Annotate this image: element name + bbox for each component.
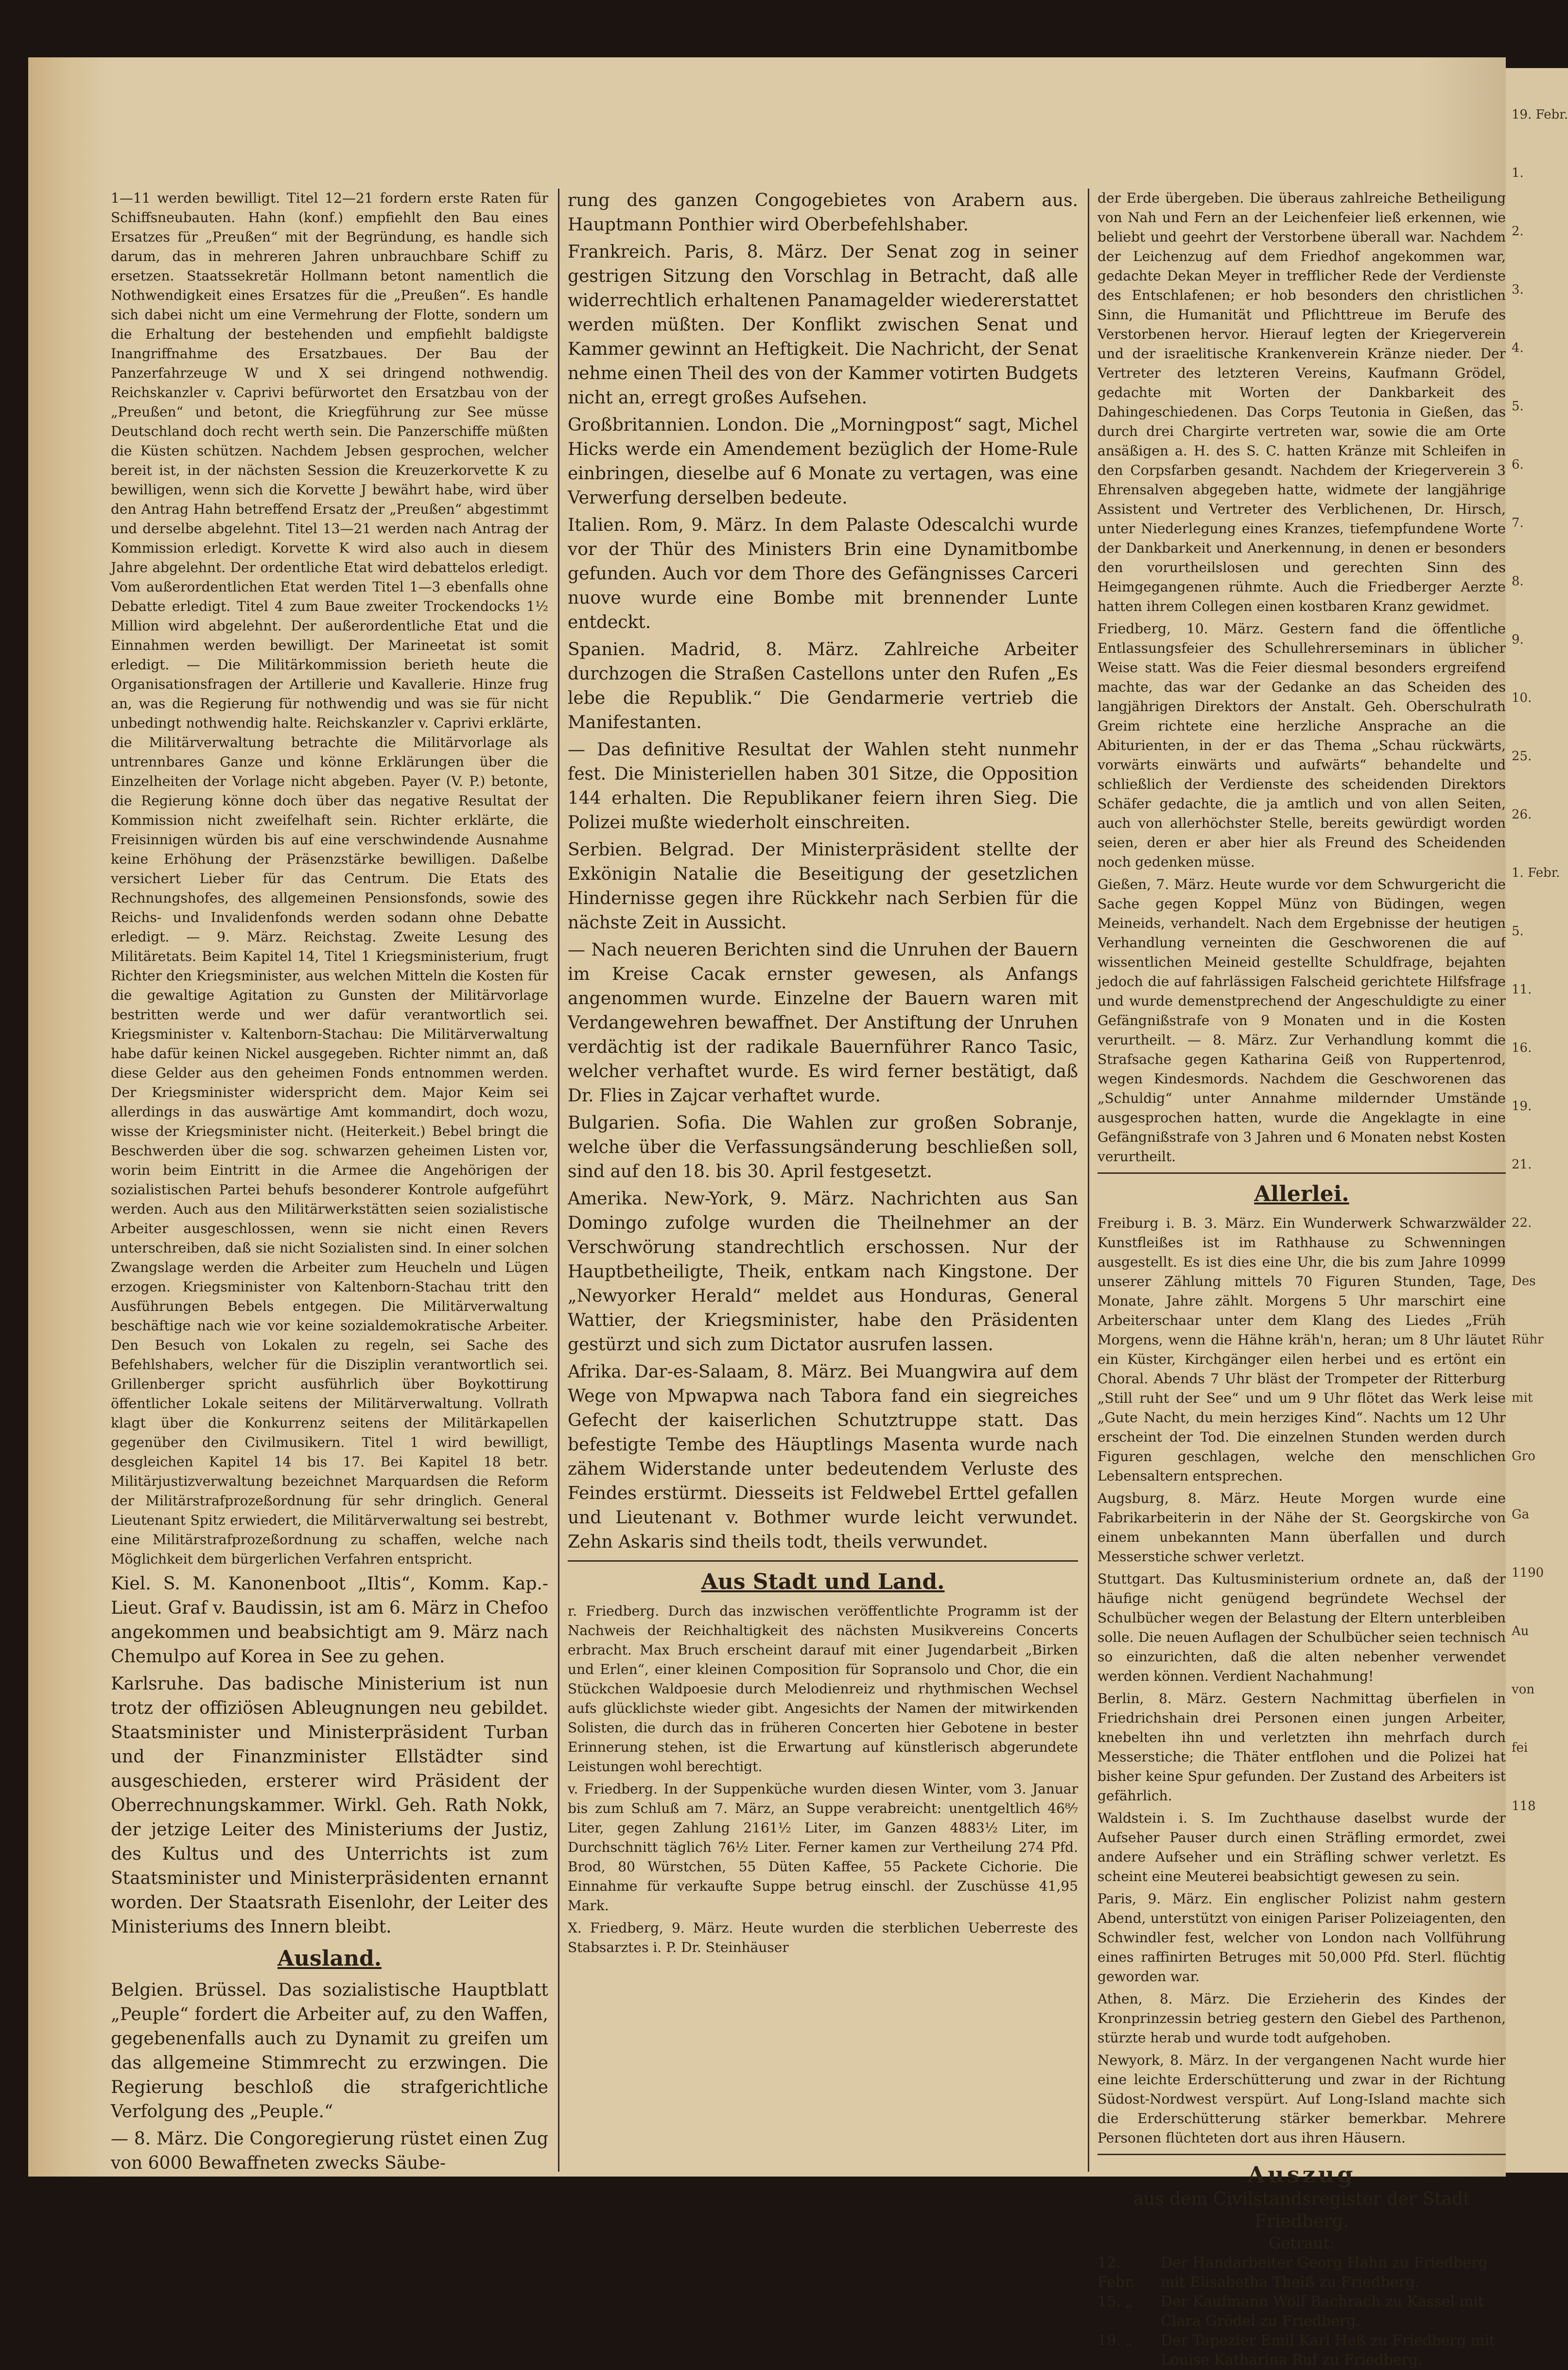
register-entry	[1098, 2253, 1506, 2292]
adjacent-page-line: Rühr	[1512, 1332, 1544, 1347]
adjacent-page-line: Gro	[1512, 1449, 1535, 1464]
article-paragraph: Karlsruhe. Das badische Ministerium ist nun trotz der offiziösen Ableugnungen neu gebildet. Staatsminister und Ministerpräsident Turban und der Finanzminister Ellstädter sind ausgeschieden, ersterer wird Präsident der Oberrechnungskammer. Wirkl. Geh. Rath Nokk, der jetzige Leiter des Ministeriums der Justiz, des Kultus und des Unterrichts ist zum Staatsminister und Ministerpräsidenten ernannt worden. Der Staatsrath Eisenlohr, der Leiter des Ministeriums des Innern bleibt.	[111, 1674, 548, 1937]
register-entry-date: 15. „	[1098, 2293, 1133, 2310]
ausland-news	[111, 1978, 548, 2176]
adjacent-page-line: 16.	[1512, 1041, 1532, 1055]
article-paragraph: Belgien. Brüssel. Das sozialistische Hauptblatt „Peuple“ fordert die Arbeiter auf, zu den Waffen, gegebenenfalls auch zu Dynamit zu greifen um das allgemeine Stimmrecht zu erzwingen. Die Regierung beschloß die strafgerichtliche Verfolgung des „Peuple.“	[111, 1980, 548, 2122]
adjacent-page-line: 26.	[1512, 807, 1532, 822]
register-entry	[1098, 2292, 1506, 2331]
adjacent-page-line: von	[1512, 1682, 1535, 1697]
article-paragraph: X. Friedberg, 9. März. Heute wurden die sterblichen Ueberreste des Stabsarztes i. P. Dr. Steinhäuser	[568, 1920, 1078, 1955]
article-paragraph: der Erde übergeben. Die überaus zahlreiche Betheiligung von Nah und Fern an der Leichenfeier ließ erkennen, wie beliebt und geehrt der Verstorbene überall war. Nachdem der Leichenzug auf dem Friedhof angekommen war, gedachte Dekan Meyer in trefflicher Rede der Verdienste des Entschlafenen; er hob besonders den christlichen Sinn, die Humanität und Pflichttreue im Berufe des Verstorbenen hervor. Hierauf legten der Kriegerverein und der israelitische Krankenverein Kränze nieder. Der Vertreter des letzteren Vereins, Kaufmann Grödel, gedachte mit Worten der Dankbarkeit des Dahingeschiedenen. Das Corps Teutonia in Gießen, das durch drei Chargirte vertreten war, sowie die am Orte ansäßigen a. H. des S. C. hatten Kränze mit Schleifen in den Corpsfarben gesandt. Nachdem der Kriegerverein 3 Ehrensalven abgegeben hatte, widmete der langjährige Assistent und Vertreter des Verblichenen, Dr. Hirsch, unter Niederlegung eines Kranzes, tiefempfundene Worte der Dankbarkeit und Anerkennung, in denen er besonders den vorurtheilslosen und gerechten Sinn des Heimgegangenen rühmte. Auch die Friedberger Aerzte hatten ihrem Collegen einen kostbaren Kranz gewidmet.	[1098, 190, 1506, 614]
adjacent-page-line: 5.	[1512, 924, 1524, 939]
article-paragraph: Serbien. Belgrad. Der Ministerpräsident stellte der Exkönigin Natalie die Beseitigung der gesetzlichen Hindernisse gegen ihre Rückkehr nach Serbien für die nächste Zeit in Aussicht.	[568, 840, 1078, 933]
adjacent-page-line: 9.	[1512, 632, 1524, 647]
article-paragraph: Bulgarien. Sofia. Die Wahlen zur großen Sobranje, welche über die Verfassungsänderung beschließen soll, sind auf den 18. bis 30. April festgesetzt.	[568, 1113, 1078, 1182]
adjacent-page-line: 8.	[1512, 574, 1524, 589]
article-paragraph: Italien. Rom, 9. März. In dem Palaste Odescalchi wurde vor der Thür des Ministers Brin eine Dynamitbombe gefunden. Auch vor dem Thore des Gefängnisses Carceri nuove wurde eine Bombe mit brennender Lunte entdeckt.	[568, 515, 1078, 632]
adjacent-page-line: 7.	[1512, 516, 1524, 530]
civil-register-entries	[1098, 2253, 1506, 2370]
column-2	[568, 189, 1078, 2181]
article-paragraph: Amerika. New-York, 9. März. Nachrichten aus San Domingo zufolge wurden die Theilnehmer an der Verschwörung standrechtlich erschossen. Nur der Hauptbetheiligte, Theik, entkam nach Kingstone. Der „Newyorker Herald“ meldet aus Honduras, General Wattier, der Kriegsminister, habe den Präsidenten gestürzt und sich zum Dictator ausrufen lassen.	[568, 1189, 1078, 1355]
adjacent-page-line: 11.	[1512, 982, 1532, 997]
section-divider	[1098, 2154, 1506, 2155]
article-paragraph: Kiel. S. M. Kanonenboot „Iltis“, Komm. Kap.-Lieut. Graf v. Baudissin, ist am 6. März in Chefoo angekommen und beabsichtigt am 9. März nach Chemulpo auf Korea in See zu gehen.	[111, 1574, 548, 1667]
register-entry-date: 19. „	[1098, 2332, 1133, 2349]
register-entry-text: Der Kaufmann Wolf Bachrach zu Kassel mit Clara Grödel zu Friedberg.	[1161, 2293, 1484, 2330]
article-paragraph: — Nach neueren Berichten sind die Unruhen der Bauern im Kreise Cacak ernster gewesen, als Anfangs angenommen wurde. Einzelne der Bauern waren mit Verdangewehren bewaffnet. Der Anstiftung der Unruhen verdächtig ist der radikale Bauernführer Ranco Tasic, welcher verhaftet wurde. Es wird ferner bestätigt, daß Dr. Flies in Zajcar verhaftet wurde.	[568, 940, 1078, 1106]
adjacent-page-line: 21.	[1512, 1157, 1532, 1172]
stadt-und-land-heading: Aus Stadt und Land.	[701, 1569, 945, 1594]
adjacent-page-line: 1190	[1512, 1566, 1544, 1580]
article-paragraph: Stuttgart. Das Kultusministerium ordnete an, daß der häufige nicht genügend begründete Wechsel der Schulbücher wegen der Belastung der Eltern unterbleiben solle. Die neuen Auflagen der Schulbücher seien technisch so einzurichten, daß die alten nebenher verwendet werden können. Verdient Nachahmung!	[1098, 1571, 1506, 1684]
adjacent-page-line: 1.	[1512, 166, 1524, 180]
article-paragraph: Newyork, 8. März. In der vergangenen Nacht wurde hier eine leichte Erderschütterung und zwar in der Richtung Südost-Nordwest verspürt. Auf Long-Island machte sich die Erderschütterung stärker bemerkbar. Mehrere Personen flüchteten dort aus ihren Häusern.	[1098, 2052, 1506, 2146]
article-paragraph: Athen, 8. März. Die Erzieherin des Kindes der Kronprinzessin betrieg gestern den Giebel des Parthenon, stürzte herab und wurde todt aufgehoben.	[1098, 1991, 1506, 2046]
parliament-report	[111, 189, 548, 1569]
column-1	[111, 189, 548, 2181]
newspaper-page	[28, 57, 1506, 2369]
foreign-news	[568, 189, 1078, 1554]
article-paragraph: Paris, 9. März. Ein englischer Polizist nahm gestern Abend, unterstützt von einigen Pariser Polizeiagenten, den Schwindler fest, welcher von London nach Vollführung eines raffinirten Betruges mit 50,000 Pfd. Sterl. flüchtig geworden war.	[1098, 1891, 1506, 1985]
adjacent-page-line: 19.	[1512, 1099, 1532, 1114]
article-paragraph: — Das definitive Resultat der Wahlen steht nunmehr fest. Die Ministeriellen haben 301 Sitze, die Opposition 144 erhalten. Die Republikaner feiern ihren Sieg. Die Polizei mußte wiederholt einschreiten.	[568, 740, 1078, 833]
article-paragraph: Afrika. Dar-es-Salaam, 8. März. Bei Muangwira auf dem Wege von Mpwapwa nach Tabora fand ein siegreiches Gefecht der kaiserlichen Schutztruppe statt. Das befestigte Tembe des Häuptlings Masenta wurde nach zähem Widerstande unter bedeutendem Verluste des Feindes erstürmt. Diesseits ist Feldwebel Erttel gefallen und Lieutenant v. Bothmer wurde leicht verwundet. Zehn Askaris sind theils todt, theils verwundet.	[568, 1362, 1078, 1552]
adjacent-page-line: 25.	[1512, 749, 1532, 764]
article-paragraph: Waldstein i. S. Im Zuchthause daselbst wurde der Aufseher Pauser durch einen Sträfling ermordet, zwei andere Aufseher und ein Sträfling schwer verletzt. Es scheint eine Meuterei beabsichtigt gewesen zu sein.	[1098, 1810, 1506, 1884]
article-paragraph: rung des ganzen Congogebietes von Arabern aus. Hauptmann Ponthier wird Oberbefehlshaber.	[568, 191, 1078, 235]
stadt-und-land-news	[568, 1602, 1078, 1957]
article-paragraph: r. Friedberg. Durch das inzwischen veröffentlichte Programm ist der Nachweis der Reichhaltigkeit des nächsten Musikvereins Concerts erbracht. Max Bruch erscheint darauf mit einer Jugendarbeit „Birken und Erlen“, einer kleinen Composition für Sopransolo und Chor, die ein Stückchen Waldpoesie durch Melodienreiz und rhythmischen Wechsel aufs glücklichste wieder gibt. Angesichts der Namen der mitwirkenden Solisten, die durch das in früheren Concerten hier Gebotene in bester Erinnerung stehen, ist die Erwartung auf künstlerisch abgerundete Leistungen wohl berechtigt.	[568, 1603, 1078, 1775]
article-paragraph: Berlin, 8. März. Gestern Nachmittag überfielen in Friedrichshain drei Personen einen jungen Arbeiter, knebelten ihn und verletzten ihn mehrfach durch Messerstiche; die Thäter entflohen und die Polizei hat bisher keine Spur gefunden. Der Zustand des Arbeiters ist gefährlich.	[1098, 1690, 1506, 1804]
article-paragraph: Frankreich. Paris, 8. März. Der Senat zog in seiner gestrigen Sitzung den Vorschlag in Betracht, daß alle widerrechtlich erhaltenen Panamagelder wiedererstattet werden müßten. Der Konflikt zwischen Senat und Kammer gewinnt an Heftigkeit. Die Nachricht, der Senat nehme einen Theil des von der Kammer votirten Budgets nicht an, erregt großes Aufsehen.	[568, 242, 1078, 408]
adjacent-page-line: 118	[1512, 1799, 1536, 1813]
adjacent-page-line: mit	[1512, 1391, 1533, 1405]
article-paragraph: Großbritannien. London. Die „Morningpost“ sagt, Michel Hicks werde ein Amendement bezüglich der Home-Rule einbringen, dieselbe auf 6 Monate zu vertagen, was eine Verwerfung derselben bedeute.	[568, 415, 1078, 508]
section-divider	[1098, 1172, 1506, 1174]
adjacent-page-line: 2.	[1512, 224, 1524, 239]
adjacent-page-line: Des	[1512, 1274, 1536, 1289]
adjacent-page-edge	[1506, 68, 1568, 2173]
article-paragraph: — 8. März. Die Congoregierung rüstet einen Zug von 6000 Bewaffneten zwecks Säube-	[111, 2129, 548, 2173]
section-divider	[568, 1560, 1078, 1562]
adjacent-page-line: fei	[1512, 1741, 1528, 1755]
article-paragraph: v. Friedberg. In der Suppenküche wurden diesen Winter, vom 3. Januar bis zum Schluß am 7. März, an Suppe verabreicht: unentgeltlich 46⁸⁄₇ Liter, gegen Zahlung 2161½ Liter, im Ganzen 4883½ Liter, im Durchschnitt täglich 76½ Liter. Ferner kamen zur Vertheilung 274 Pfd. Brod, 80 Würstchen, 55 Düten Kaffee, 55 Packete Cichorie. Die Einnahme für verkaufte Suppe betrug einschl. der Zuschüsse 41,95 Mark.	[568, 1781, 1078, 1914]
adjacent-page-line: Au	[1512, 1624, 1529, 1638]
adjacent-page-line: 5.	[1512, 399, 1524, 414]
adjacent-page-line: 22.	[1512, 1216, 1532, 1230]
article-paragraph: Friedberg, 10. März. Gestern fand die öffentliche Entlassungsfeier des Schullehrerseminars in üblicher Weise statt. Was die Feier diesmal besonders ergreifend machte, das war der Gedanke an das Scheiden des langjährigen Direktors der Anstalt. Geh. Oberschulrath Greim richtete eine herzliche Ansprache an die Abiturienten, in der er das Thema „Schau rückwärts, vorwärts einwärts und aufwärts“ behandelte und schließlich der Verdienste des scheidenden Direktors Schäfer gedachte, die ja amtlich und von allen Seiten, auch von allerhöchster Stelle, bereits gewürdigt worden seien, deren er aber hier als Freund des Scheidenden noch gedenken müsse.	[1098, 621, 1506, 870]
register-entry-text: Der Tapezier Emil Karl Heß zu Friedberg mit Louise Katharina Ruf zu Friedberg.	[1161, 2332, 1496, 2369]
adjacent-page-line: Ga	[1512, 1507, 1530, 1522]
auszug-category: Getraut:	[1269, 2234, 1335, 2252]
adjacent-page-line: 10.	[1512, 691, 1532, 705]
column-divider-1	[558, 189, 559, 2172]
column-3	[1098, 189, 1506, 2369]
regional-news	[111, 1572, 548, 1939]
adjacent-page-line: 6.	[1512, 457, 1524, 472]
adjacent-page-line: 19. Febr.	[1512, 107, 1568, 122]
adjacent-page-line: 1. Febr.	[1512, 866, 1560, 880]
register-entry-date: 12. Febr.	[1098, 2254, 1135, 2291]
article-paragraph: 1—11 werden bewilligt. Titel 12—21 fordern erste Raten für Schiffsneubauten. Hahn (konf.) empfiehlt den Bau eines Ersatzes für „Preußen“ mit der Begründung, es handle sich darum, das in mehreren Jahren unbrauchbare Schiff zu ersetzen. Staatssekretär Hollmann betont namentlich die Nothwendigkeit eines Ersatzes für die „Preußen“. Es handle sich dabei nicht um eine Vermehrung der Flotte, sondern um die Erhaltung der bestehenden und empfiehlt baldigste Inangriffnahme des Ersatzbaues. Der Bau der Panzerfahrzeuge W und X sei dringend nothwendig. Reichskanzler v. Caprivi befürwortet den Ersatzbau von der „Preußen“ und betont, die Kriegführung zur See müsse Deutschland doch recht werth sein. Die Panzerschiffe müßten die Küsten schützen. Nachdem Jebsen gesprochen, welcher bereit ist, in der nächsten Session die Kreuzerkorvette K zu bewilligen, wenn sich die Korvette J bewährt habe, wird über den Antrag Hahn betreffend Ersatz der „Preußen“ abgestimmt und derselbe abgelehnt. Titel 13—21 werden nach Antrag der Kommission erledigt. Korvette K wird also auch in diesem Jahre abgelehnt. Der ordentliche Etat wird debattelos erledigt. Vom außerordentlichen Etat werden Titel 1—3 ebenfalls ohne Debatte erledigt. Titel 4 zum Baue zweiter Trockendocks 1½ Million wird abgelehnt. Der außerordentliche Etat und die Einnahmen werden bewilligt. Der Marineetat ist somit erledigt. — Die Militärkommission berieth heute die Organisationsfragen der Artillerie und Kavallerie. Hinze frug an, was die Regierung für nothwendig und was sie für nicht unbedingt nothwendig halte. Reichskanzler v. Caprivi erklärte, die Militärverwaltung betrachte die Militärvorlage als untrennbares Ganze und könne Erklärungen über die Einzelheiten der Vorlage nicht abgeben. Payer (V. P.) betonte, die Regierung könne doch über das negative Resultat der Kommission nicht zweifelhaft sein. Richter erklärte, die Freisinnigen würden bis auf eine verschwindende Ausnahme keine Erhöhung der Präsenzstärke bewilligen. Daßelbe versichert Lieber für das Centrum. Die Etats des Rechnungshofes, des allgemeinen Pensionsfonds, sowie des Reichs- und Invalidenfonds werden sodann ohne Debatte erledigt. — 9. März. Reichstag. Zweite Lesung des Militäretats. Beim Kapitel 14, Titel 1 Kriegsministerium, frugt Richter den Kriegsminister, aus welchen Mitteln die Kosten für die gewaltige Agitation zu Gunsten der Militärvorlage bestritten werde und wer dafür verantwortlich sei. Kriegsminister v. Kaltenborn-Stachau: Die Militärverwaltung habe dafür keinen Nickel ausgegeben. Richter nimmt an, daß diese Gelder aus den geheimen Fonds entnommen werden. Der Kriegsminister widerspricht dem. Major Keim sei allerdings in das auswärtige Amt kommandirt, doch wozu, wisse der Kriegsminister nicht. (Heiterkeit.) Bebel bringt die Beschwerden über die sog. schwarzen geheimen Listen vor, worin beim Eintritt in die Armee die Angehörigen der sozialistischen Partei behufs besonderer Kontrole aufgeführt werden. Auch aus den Militärwerkstätten seien sozialistische Arbeiter ausgeschlossen, wenn sie nicht einen Revers unterschreiben, daß sie nicht Sozialisten sind. In einer solchen Zwangslage werden die Arbeiter zum Heucheln und Lügen erzogen. Kriegsminister von Kaltenborn-Stachau tritt den Ausführungen Bebels entgegen. Die Militärverwaltung beschäftige nach wie vor keine sozialdemokratische Arbeiter. Den Besuch von Lokalen zu regeln, sei Sache des Befehlshabers, welcher für die Disziplin verantwortlich sei. Grillenberger spricht ausführlich über Boykottirung öffentlicher Lokale seitens der Militärverwaltung. Vollrath klagt über die Konkurrenz seitens der Militärkapellen gegenüber den Civilmusikern. Titel 1 wird bewilligt, desgleichen Kapitel 14 bis 17. Bei Kapitel 18 betr. Militärjustizverwaltung bezeichnet Marquardsen die Reform der Militärstrafprozeßordnung für sehr dringlich. General Lieutenant Spitz erwiedert, die Militärverwaltung sei bestrebt, eine Militärstrafprozeßordnung zu schaffen, welche nach Möglichkeit dem bürgerlichen Verfahren entspricht.	[111, 190, 548, 1567]
register-entry	[1098, 2331, 1506, 2370]
page-binding-edge	[28, 57, 101, 2177]
register-entry-text: Der Handarbeiter Georg Hahn zu Friedberg mit Elisabetha Theiß zu Friedberg.	[1161, 2254, 1488, 2291]
article-paragraph: Spanien. Madrid, 8. März. Zahlreiche Arbeiter durchzogen die Straßen Castellons unter den Rufen „Es lebe die Republik.“ Die Gendarmerie vertrieb die Manifestanten.	[568, 640, 1078, 732]
auszug-heading: Auszug	[1247, 2161, 1356, 2188]
ausland-heading: Ausland.	[277, 1946, 382, 1971]
adjacent-page-line: 3.	[1512, 282, 1524, 297]
allerlei-heading: Allerlei.	[1254, 1182, 1349, 1206]
article-paragraph: Gießen, 7. März. Heute wurde vor dem Schwurgericht die Sache gegen Koppel Münz von Büdingen, wegen Meineids, verhandelt. Nach dem Ergebnisse der heutigen Verhandlung verneinten die Geschworenen die auf wissentlichen Meineid gestellte Schuldfrage, bejahten jedoch die auf fahrlässigen Falscheid gerichtete Hilfsfrage und wurde demenstprechend der Angeschuldigte zu einer Gefängnißstrafe von 9 Monaten und in die Kosten verurtheilt. — 8. März. Zur Verhandlung kommt die Strafsache gegen Katharina Geiß von Ruppertenrod, wegen Kindesmords. Nachdem die Geschworenen das „Schuldig“ unter Annahme mildernder Umstände ausgesprochen hatten, wurde die Angeklagte in eine Gefängnißstrafe von 3 Jahren und 6 Monaten nebst Kosten verurtheilt.	[1098, 876, 1506, 1165]
article-paragraph: Augsburg, 8. März. Heute Morgen wurde eine Fabrikarbeiterin in der Nähe der St. Georgskirche von einem unbekannten Mann überfallen und durch Messerstiche schwer verletzt.	[1098, 1490, 1506, 1565]
local-news	[1098, 189, 1506, 1167]
allerlei-news	[1098, 1214, 1506, 2148]
auszug-subtitle: aus dem Civilstandsregister der Stadt Friedberg.	[1133, 2189, 1470, 2231]
article-paragraph: Freiburg i. B. 3. März. Ein Wunderwerk Schwarzwälder Kunstfleißes ist im Rathhause zu Schwenningen ausgestellt. Es ist dies eine Uhr, die bis zum Jahre 10999 unserer Zählung mittels 70 Figuren Stunden, Tage, Monate, Jahre zählt. Morgens 5 Uhr marschirt eine Arbeiterschaar unter dem Klang des Liedes „Früh Morgens, wenn die Hähne kräh'n, heran; um 8 Uhr läutet ein Küster, Kirchgänger eilen herbei und es ertönt ein Choral. Abends 7 Uhr bläst der Trompeter der Ritterburg „Still ruht der See“ und um 9 Uhr flötet das Werk leise „Gute Nacht, du mein herziges Kind“. Nachts um 12 Uhr erscheint der Tod. Die einzelnen Stunden werden durch Figuren geschlagen, welche den menschlichen Lebensaltern entsprechen.	[1098, 1215, 1506, 1484]
adjacent-page-line: 4.	[1512, 341, 1524, 355]
column-divider-2	[1088, 189, 1089, 2172]
